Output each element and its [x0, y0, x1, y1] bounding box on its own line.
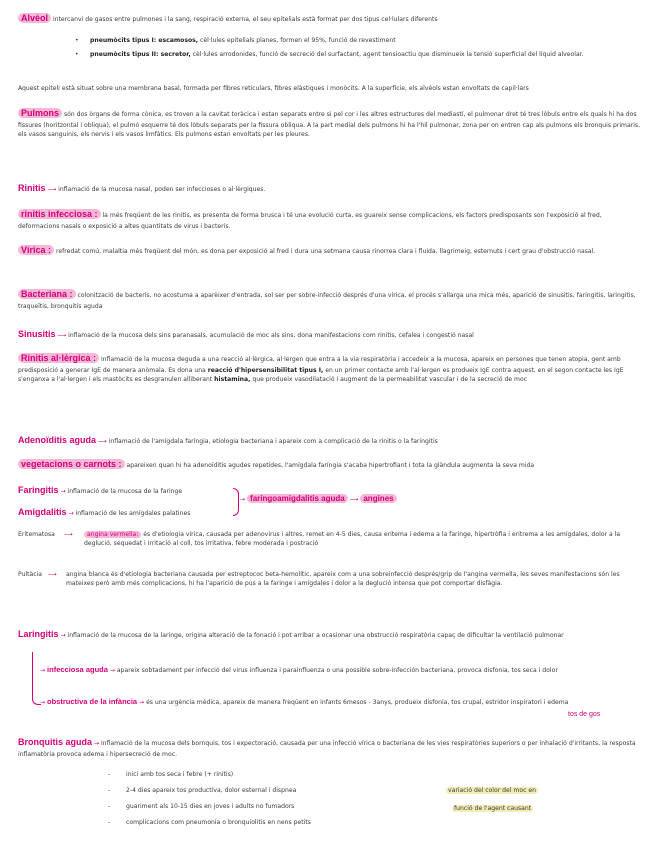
rinitis-alergica-bold-2: histamina, — [214, 376, 251, 384]
rinitis-alergica-heading: Rinitis al·lèrgica : — [18, 353, 99, 363]
bullet-dot: • — [75, 37, 79, 44]
bronquitis-heading: Bronquitis aguda — [18, 737, 92, 747]
laringitis-text: inflamació de la mucosa de la laringe, origina alteració de la fonació i pot arribar a ocasionar una obstrucció respiratòria capaç de dificultar la ventilació pulmonar — [67, 632, 564, 639]
faringitis-text: inflamació de la mucosa de la faringe — [67, 488, 183, 495]
rinitis-infecciosa-section — [18, 208, 638, 231]
bullet-dash: - — [108, 771, 111, 778]
faringoamigdalitis-section — [240, 493, 620, 505]
arrow-icon: → — [60, 488, 66, 495]
sinusitis-heading: Sinusitis — [18, 329, 56, 339]
moc-note-1: variació del color del moc en — [448, 787, 536, 794]
pultacia-heading: Pultàcia — [18, 571, 43, 578]
faringoamigdalitis-heading: faringoamigdalitis aguda — [247, 494, 348, 503]
bronquitis-item: complicacions com pneumonia o bronquiolitis en nens petits — [126, 819, 311, 826]
bronquitis-section — [18, 736, 638, 759]
arrow-icon: ⟶ — [47, 186, 57, 193]
bullet-dash: - — [108, 803, 111, 810]
bronquitis-item: inici amb tos seca i febre (+ rinitis) — [126, 771, 234, 778]
alveol-section — [18, 12, 628, 26]
pneumocit-2-text: cèl·lules arrodonides, funció de secreció del surfactant, agent tensioactiu que disminueix la tensió superficial del líquid alveolar. — [190, 51, 584, 58]
bacteriana-heading: Bacteriana : — [18, 289, 76, 299]
rinitis-alergica-text-2: en un primer contacte amb l'al·lergen es produeix IgE contra aquest, en el segon contacte les IgE s'enganxa a l'al·lergen i els mastòcits es desgranulen alliberant — [18, 366, 624, 384]
arrow-icon: ⟶ — [97, 438, 107, 445]
rinitis-alergica-text-1: inflamació de la mucosa deguda a una reacció al·lèrgica, al·lergen que entra a la via respiratòria i accedeix a la mucosa, apareix en persones que tenen atopia, gent amb predisposició a generar IgE de manera anòmala. Es dona una — [18, 356, 621, 374]
pneumocit-1-bold: pneumòcits tipus I: escamosos, — [90, 37, 199, 44]
pulmons-heading: Pulmons — [18, 108, 62, 118]
pulmons-text: són dos òrgans de forma cònica, es troven a la cavitat toràcica i estan separats entre si pel cor i les altres estructures del mediastí, el pulmonar dret té tres lòbuls entre els quals hi ha dos fissures (horitzontal i obliqua), el pulmó esquerre té dos lòbuls separats per la fissura obliqua. A la part medial dels pulmons hi ha l'hil pulmonar, zona per on entren cap als pulmons els bronquis primaris, els vasos sanguinis, els nervis i els vasos limfàtics. Els pulmons estan envoltats per les pleures. — [18, 111, 641, 139]
bullet-dash: - — [108, 787, 111, 794]
rinitis-alergica-text-3: que produeix vasodilatació i augment de la permeabilitat vascular i de la secreció de moc — [250, 376, 528, 384]
adenoiditis-text: inflamació de l'amígdala faríngia, etiologia bacteriana i apareix com a complicació de la rinitis o la faringitis — [108, 438, 438, 445]
vegetacions-text: apareixen quan hi ha adenoïditis agudes repetides, l'amígdala faríngia s'acaba hipertrofiant i tota la glàndula augmenta la seva mida — [126, 462, 535, 469]
bullet-dash: - — [108, 819, 111, 826]
arrow-icon: → — [60, 632, 66, 639]
obstructiva-section — [40, 696, 640, 708]
vegetacions-heading: vegetacions o carnots : — [18, 459, 125, 469]
infecciosa-aguda-section — [40, 664, 635, 676]
sinusitis-text: inflamació de la mucosa dels sins paranasals, acumulació de moc als sins, dona manifestacions com rinitis, cefalea i congestió nasal — [68, 332, 474, 339]
angines-label: angines — [360, 494, 396, 503]
faringitis-heading: Faringitis — [18, 485, 59, 495]
bullet-dot: • — [75, 51, 79, 58]
arrow-icon: ⟶ — [57, 332, 67, 339]
alveol-pneumocit-1 — [90, 36, 610, 45]
bronquitis-item: guariment als 10-15 dies en joves i adults no fumadors — [126, 803, 295, 810]
arrow-icon: ⟶ — [64, 531, 73, 538]
pulmons-section — [18, 107, 640, 140]
tos-de-gos-note: tos de gos — [568, 711, 601, 718]
arrow-icon: ⟶ — [48, 571, 57, 578]
bronquitis-text: inflamació de la mucosa dels bornquis, tos i expectoració, causada per una infecció vírica o bacteriana de les vies respiratòries superiors o per inhalació d'irritants, la resposta inflamatòria provoca edema i hipersecreció de moc. — [18, 740, 636, 758]
obstructiva-heading: obstructiva de la infància — [47, 697, 138, 706]
angina-vermella-label: angina vermella: — [84, 531, 141, 538]
faringitis-section — [18, 484, 238, 498]
rinitis-text: inflamació de la mucosa nasal, poden ser infeccioses o al·lèrgiques. — [58, 186, 266, 193]
eritematosa-text: és d'etiologia vírica, causada per adenovirus i altres, remet en 4-5 dies, causa eritema i edema a la faringe, hipertròfia i eritrema a les amígdales, dolor a la deglució, sequedat i irritació al coll, tos irritativa, febre moderada i postració — [84, 531, 621, 548]
amigdalitis-text: inflamació de les amígdales palatines — [75, 510, 191, 517]
rinitis-section — [18, 182, 638, 196]
sinusitis-section — [18, 328, 638, 342]
rinitis-alergica-section — [18, 352, 640, 385]
arrow-icon: → — [109, 667, 115, 674]
eritematosa-heading: Eritematosa — [18, 531, 55, 538]
alveol-epiteli: Aquest epiteli està situat sobre una membrana basal, formada per fibres reticulars, fibres elàstiques i monòcits. A la superfície, els alvèols estan envoltats de capil·lars — [18, 85, 529, 92]
alveol-heading: Alvèol — [18, 13, 51, 23]
moc-note-2: funció de l'agent causant — [454, 805, 532, 812]
laringitis-section — [18, 628, 638, 642]
bacteriana-text: colonització de bacteris, no acostuma a aparèixer d'entrada, sol ser per sobre-infecció després d'una vírica, el procés s'allarga una mica més, aparició de sinusitis, faringitis, laringitis, traqueïtis, bronquitis aguda — [18, 292, 636, 310]
rinitis-alergica-bold-1: reacció d'hipersensibilitat tipus I, — [207, 366, 324, 374]
infecciosa-aguda-heading: infecciosa aguda — [47, 665, 108, 674]
bracket — [233, 488, 239, 516]
laringitis-heading: Laringitis — [18, 629, 59, 639]
virica-section — [18, 244, 638, 258]
moc-note-line-1 — [446, 786, 538, 795]
rinitis-heading: Rinitis — [18, 183, 46, 193]
amigdalitis-heading: Amigdalitis — [18, 507, 67, 517]
alveol-text: intercanvi de gasos entre pulmones i la sang, respiració externa, el seu epitelials està format per dos tipus cel·lulars diferents — [52, 16, 438, 23]
arrow-icon: → — [240, 496, 246, 503]
adenoiditis-heading: Adenoïditis aguda — [18, 435, 97, 445]
pultacia-text: angina blanca és d'etiologia bacteriana causada per estreptococ beta-hemolític, apareix com a una sobreinfecció després/grip de l'angina vermella, les seves manifestacions són les mateixes però amb més complicacions, hi ha l'aparició de pus a la faringe i amígdales i dolor a la deglució intensa que pot comportar disfàgia. — [66, 571, 620, 588]
virica-text: refredat comú, malaltia més freqüent del món, es dona per exposició al fred i dura una setmana causa rinorrea clara i fluida, llagrimeig, esternuts i cert grau d'obstrucció nasal. — [55, 248, 596, 255]
rinitis-infecciosa-heading: rinitis infecciosa : — [18, 209, 101, 219]
alveol-pneumocit-2 — [90, 50, 630, 59]
arrow-icon: → — [93, 740, 100, 747]
adenoiditis-section — [18, 434, 638, 448]
rinitis-infecciosa-text: la més freqüent de les rinitis, es presenta de forma brusca i té una evolució curta, es guareix sense complicacions, els factors predisposants son l'exposició al fred, deformacions nasals o exposició a altes quantitats de virus i bacteris. — [18, 212, 602, 230]
virica-heading: Vírica : — [18, 245, 54, 255]
eritematosa-section — [84, 530, 640, 549]
vegetacions-section — [18, 458, 638, 472]
bronquitis-item: 2-4 dies apareix tos productiva, dolor esternal i dispnea — [126, 787, 297, 794]
arrow-icon: → — [40, 667, 46, 674]
amigdalitis-section — [18, 506, 238, 520]
infecciosa-aguda-text: apareix sobtadament per infecció del virus influenza i parainfluenza o una possible sobre-infección bacteriana, provoca disfonia, tos seca i dolor — [116, 667, 558, 674]
arrow-icon: ⟶ — [349, 496, 359, 503]
arrow-icon: → — [68, 510, 74, 517]
obstructiva-text: és una urgència mèdica, apareix de manera freqüent en infants 6mesos - 3anys, produeix disfonia, tos crupal, estridor inspiratori i edema — [146, 699, 569, 706]
pneumocit-2-bold: pneumòcits tipus II: secretor, — [90, 51, 191, 58]
arrow-icon: → — [139, 699, 145, 706]
arrow-icon: → — [40, 699, 46, 706]
pneumocit-1-text: cèl·lules epitelials planes, formen el 95%, funció de revestiment — [198, 37, 396, 44]
moc-note-line-2 — [452, 804, 533, 813]
bacteriana-section — [18, 288, 638, 311]
